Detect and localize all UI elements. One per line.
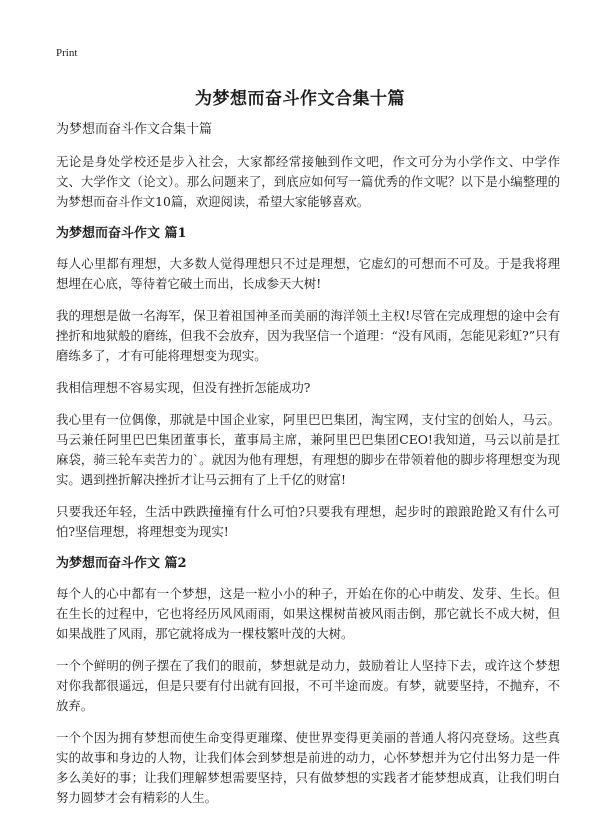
paragraph: 一个个因为拥有梦想而使生命变得更璀璨、使世界变得更美丽的普通人将闪亮登场。这些真实的故事和身边的人物，让我们体会到梦想是前进的动力，心怀梦想并为它付出努力是一件多么美好的事；让我们理解梦想需要坚持，只有做梦想的实践者才能梦想成真，让我们明白努力圆梦才会有精彩的人生。 — [56, 730, 560, 805]
section-heading-2: 为梦想而奋斗作文 篇2 — [56, 556, 187, 571]
paragraph: 我相信理想不容易实现，但没有挫折怎能成功? — [56, 380, 311, 395]
paragraph: 只要我还年轻，生活中跌跌撞撞有什么可怕?只要我有理想，起步时的踉踉跄跄又有什么可怕?坚信理想，将理想变为现实! — [56, 504, 560, 539]
paragraph: 我的理想是做一名海军，保卫着祖国神圣而美丽的海洋领土主权!尽管在完成理想的途中会有挫折和地狱般的磨练，但我不会放弃，因为我坚信一个道理：“没有风雨，怎能见彩虹?”只有磨练多了，才有可能将理想变为现实。 — [56, 308, 560, 363]
paragraph: 我心里有一位偶像，那就是中国企业家，阿里巴巴集团，淘宝网，支付宝的创始人，马云。马云兼任阿里巴巴集团董事长，董事局主席，兼阿里巴巴集团CEO!我知道，马云以前是扛麻袋，骑三轮车卖苦力的`。就因为他有理想，有理想的脚步在带领着他的脚步将理想变为现实。遇到挫折解决挫折才让马云拥有了上千亿的财富! — [56, 412, 560, 487]
article-body — [56, 120, 560, 820]
paragraph: 一个个鲜明的例子摆在了我们的眼前，梦想就是动力，鼓励着让人坚持下去，或许这个梦想对你我都很遥远，但是只要有付出就有回报，不可半途而废。有梦，就要坚持，不抛弃，不放弃。 — [56, 658, 560, 713]
article-subtitle: 为梦想而奋斗作文合集十篇 — [56, 122, 213, 137]
print-link[interactable]: Print — [56, 47, 78, 59]
section-heading-1: 为梦想而奋斗作文 篇1 — [56, 226, 187, 241]
paragraph: 每个人的心中都有一个梦想，这是一粒小小的种子，开始在你的心中萌发、发芽、生长。但在生长的过程中，它也将经历风风雨雨，如果这棵树苗被风雨击倒，那它就长不成大树，但如果战胜了风雨，那它就将成为一棵枝繁叶茂的大树。 — [56, 586, 560, 641]
intro-paragraph: 无论是身处学校还是步入社会，大家都经常接触到作文吧，作文可分为小学作文、中学作文、大学作文（论文）。那么问题来了，到底应如何写一篇优秀的作文呢？以下是小编整理的为梦想而奋斗作文10篇，欢迎阅读，希望大家能够喜欢。 — [56, 154, 560, 209]
page-title: 为梦想而奋斗作文合集十篇 — [195, 89, 405, 109]
paragraph: 每人心里都有理想，大多数人觉得理想只不过是理想，它虚幻的可想而不可及。于是我将理想埋在心底，等待着它破土而出，长成参天大树! — [56, 256, 560, 291]
